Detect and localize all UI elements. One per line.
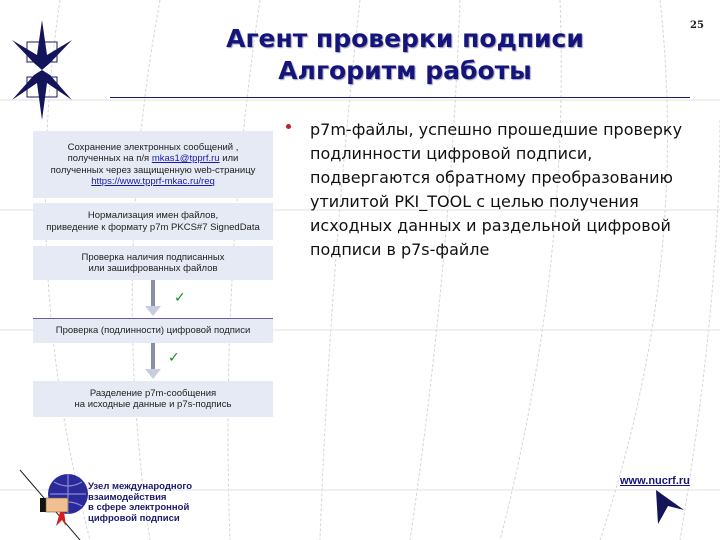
org-name [88,482,192,524]
step3-line1: Проверка наличия подписанных [81,251,225,263]
arrow-pointer-icon [650,488,690,528]
org-name-line: Узел международного [88,481,193,492]
flow-step-verify-signature [33,318,273,343]
step1-line2 [33,153,273,165]
flow-step-split-signature [33,381,273,417]
flow-arrowhead-2 [145,369,161,379]
flow-arrow-2 [151,343,155,369]
compass-star-logo-icon [10,15,80,125]
title-divider [110,97,690,98]
bullet-text: p7m-файлы, успешно прошедшие проверку подлинности цифровой подписи, подвергаются обратному преобразованию утилитой PKI_TOOL с целью получения исходных данных и раздельной цифровой подписи в p7s-файле [310,120,683,259]
flow-step-save-messages [33,131,273,198]
flow-arrow-1 [151,280,155,306]
email-link[interactable]: mkas1@tpprf.ru [151,153,220,164]
slide-title-line1: Агент проверки подписи [226,24,584,53]
globe-handshake-logo-icon [38,470,93,530]
check-icon: ✓ [174,290,186,306]
step5-line1: Разделение p7m-сообщения [89,387,217,399]
flow-step-check-signed [33,246,273,280]
step3-line2: или зашифрованных файлов [88,263,218,274]
step1-line2-suffix: или [219,153,239,164]
page-number: 25 [690,20,704,31]
web-page-link[interactable]: https://www.tpprf-mkac.ru/req [91,176,215,187]
step1-line2-prefix: полученных на п/я [67,153,152,164]
flow-step-normalize [33,203,273,240]
org-name-line: взаимодействия [88,491,167,503]
step1-line3: полученных через защищенную web-страницу [50,164,256,176]
org-name-line: в сфере электронной [88,502,190,513]
website-link[interactable]: www.nucrf.ru [620,475,690,487]
step5-line2: на исходные данные и p7s-подпись [74,399,232,410]
check-icon: ✓ [168,350,180,366]
bullet-marker [286,124,291,129]
slide-title-line2: Алгоритм работы [278,56,532,85]
org-name-line: цифровой подписи [88,512,180,524]
step2-line2: приведение к формату p7m PKCS#7 SignedData [46,221,260,233]
step2-line1: Нормализация имен файлов, [87,210,219,221]
flow-arrowhead-1 [145,306,161,316]
step4-line1: Проверка (подлинности) цифровой подписи [55,325,251,337]
step1-line1: Сохранение электронных сообщений , [67,141,239,153]
